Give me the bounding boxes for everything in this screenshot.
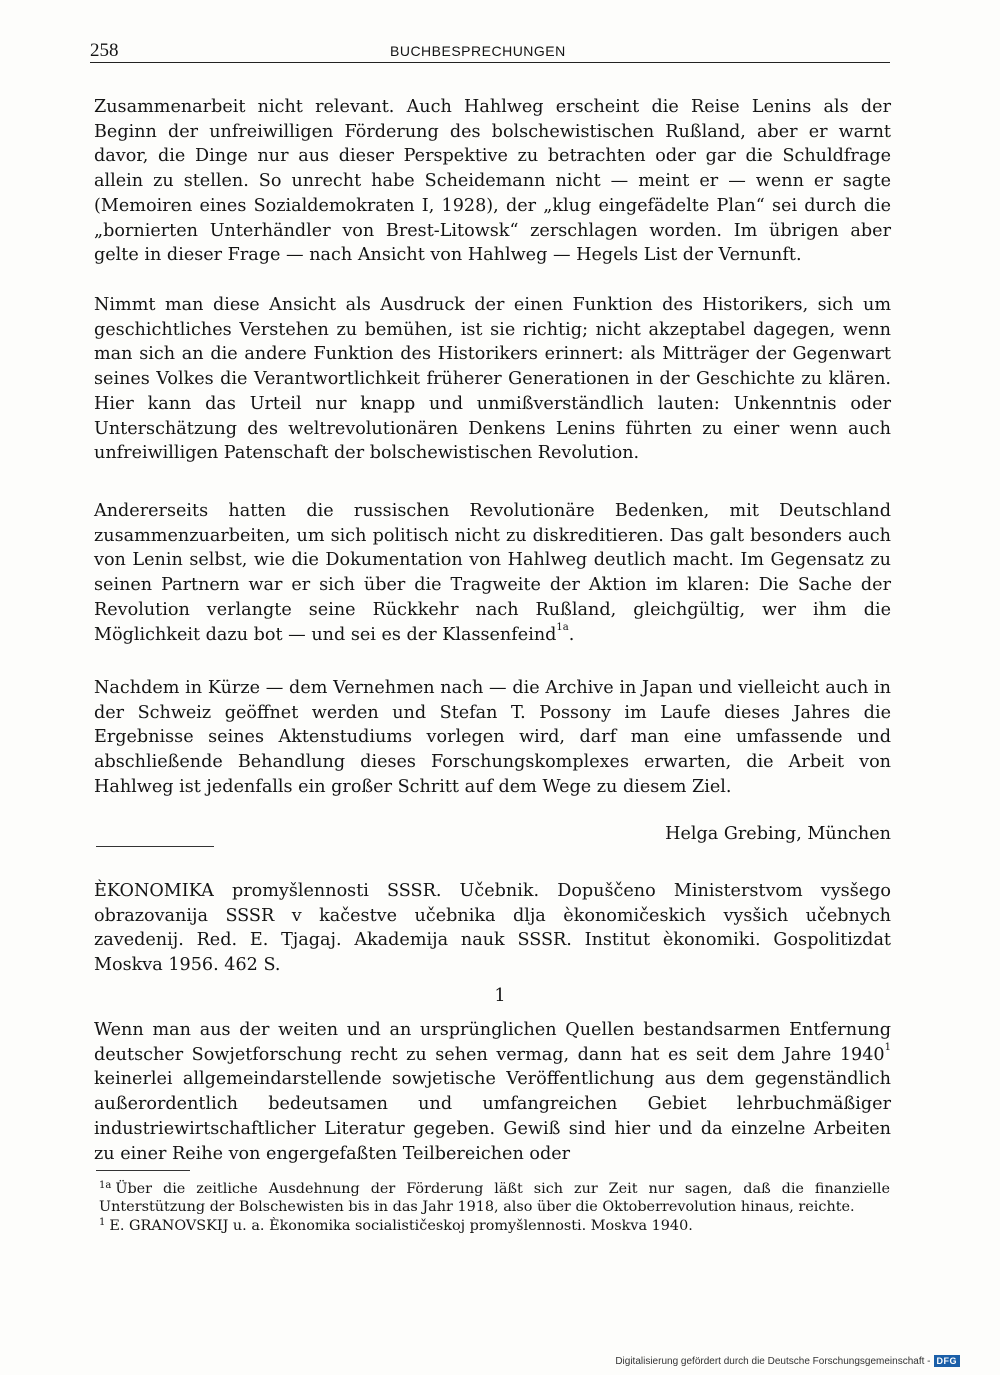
- credit-text: Digitalisierung gefördert durch die Deutsche Forschungsgemeinschaft -: [615, 1355, 931, 1367]
- footnote-1a-mark: 1a: [99, 1180, 112, 1191]
- paragraph-5-start: Wenn man aus der weiten und an ursprünglichen Quellen bestandsarmen Entfernung deutscher Sowjetforschung recht zu sehen vermag, dann hat es seit dem Jahre 1940: [94, 1020, 891, 1065]
- review-heading: [94, 879, 891, 978]
- footnote-1-mark: 1: [99, 1216, 106, 1228]
- dfg-logo: DFG: [934, 1355, 961, 1367]
- review-heading-text: ÈKONOMIKA promyšlennosti SSSR. Učebnik. Dopuščeno Ministerstvom vysšego obrazovanija SSSR v kačestve učebnika dlja èkonomičeskich vysšich učebnych zavedenij. Red. E. Tjagaj. Akademija nauk SSSR. Institut èkonomiki. Gospolitizdat Moskva 1956. 462 S.: [94, 881, 891, 976]
- section-number: 1: [494, 986, 506, 1006]
- author-signature: Helga Grebing, München: [665, 824, 891, 844]
- paragraph-2: [94, 293, 891, 466]
- digitization-credit: [615, 1355, 960, 1367]
- footnote-ref-1a: 1a: [556, 621, 569, 633]
- page-number: 258: [90, 40, 119, 61]
- footnote-1: [99, 1217, 890, 1235]
- paragraph-5-end: keinerlei allgemeindarstellende sowjetische Veröffentlichung aus dem gegenständlich außerordentlich bedeutsamen und umfangreichen Gebiet lehrbuchmäßiger industriewirtschaftlicher Literatur gegeben. Gewiß sind hier und da einzelne Arbeiten zu einer Reihe von engergefaßten Teilbereichen oder: [94, 1069, 891, 1164]
- footnotes: [99, 1180, 890, 1235]
- paragraph-1-text: Zusammenarbeit nicht relevant. Auch Hahlweg erscheint die Reise Lenins als der Beginn der unfreiwilligen Förderung des bolschewistischen Rußland, aber er warnt davor, die Dinge nur aus dieser Perspektive zu betrachten oder gar die Schuldfrage allein zu stellen. So unrecht habe Scheidemann nicht — meint er — wenn er sagte (Memoiren eines Sozialdemokraten I, 1928), der „klug eingefädelte Plan“ sei durch die „bornierten Unterhändler von Brest-Litowsk“ zerschlagen worden. Im übrigen aber gelte in dieser Frage — nach Ansicht von Hahlweg — Hegels List der Vernunft.: [94, 97, 891, 266]
- paragraph-3-end: .: [568, 624, 575, 645]
- running-title: BUCHBESPRECHUNGEN: [390, 43, 566, 59]
- footnote-1-text: E. GRANOVSKIJ u. a. Èkonomika socialističeskoj promyšlennosti. Moskva 1940.: [109, 1217, 693, 1234]
- paragraph-5-block: [94, 1018, 891, 1166]
- paragraph-3-text: Andererseits hatten die russischen Revolutionäre Bedenken, mit Deutschland zusammenzuarbeiten, um sich politisch nicht zu diskreditieren. Das galt besonders auch von Lenin selbst, wie die Dokumentation von Hahlweg deutlich macht. Im Gegensatz zu seinen Partnern war er sich über die Tragweite der Aktion im klaren: Die Sache der Revolution verlangte seine Rückkehr nach Rußland, gleichgültig, wer ihm die Möglichkeit dazu bot — und sei es der Klassenfeind: [94, 501, 891, 645]
- footnote-ref-1: 1: [884, 1041, 891, 1053]
- paragraph-5: [94, 1018, 891, 1166]
- paragraph-4: [94, 676, 891, 800]
- paragraph-1: [94, 95, 891, 268]
- footnote-1a-text: Über die zeitliche Ausdehnung der Förderung läßt sich zur Zeit nur sagen, daß die finanzielle Unterstützung der Bolschewisten bis in das Jahr 1918, also über die Oktoberrevolution hinaus, reichte.: [99, 1181, 890, 1216]
- header-rule: [90, 62, 890, 63]
- footnote-1a: [99, 1180, 890, 1217]
- section-divider: [96, 846, 214, 847]
- paragraph-2-text: Nimmt man diese Ansicht als Ausdruck der einen Funktion des Historikers, sich um geschichtliches Verstehen zu bemühen, ist sie richtig; nicht akzeptabel dagegen, wenn man sich an die andere Funktion des Historikers erinnert: als Mitträger der Gegenwart seines Volkes die Verantwortlichkeit früherer Generationen in der Geschichte zu klären. Hier kann das Urteil nur knapp und unmißverständlich lauten: Unkenntnis oder Unterschätzung des weltrevolutionären Denkens Lenins führten zu einer wenn auch unfreiwilligen Patenschaft der bolschewistischen Revolution.: [94, 295, 891, 464]
- page-header: [90, 40, 890, 64]
- paragraph-3: [94, 499, 891, 647]
- paragraph-4-text: Nachdem in Kürze — dem Vernehmen nach — die Archive in Japan und vielleicht auch in der Schweiz geöffnet werden und Stefan T. Possony im Laufe dieses Jahres die Ergebnisse seines Aktenstudiums vorlegen wird, darf man eine umfassende und abschließende Behandlung dieses Forschungskomplexes erwarten, die Arbeit von Hahlweg ist jedenfalls ein großer Schritt auf dem Wege zu diesem Ziel.: [94, 678, 891, 797]
- footnote-rule: [96, 1170, 190, 1171]
- paragraph-3-block: [94, 499, 891, 647]
